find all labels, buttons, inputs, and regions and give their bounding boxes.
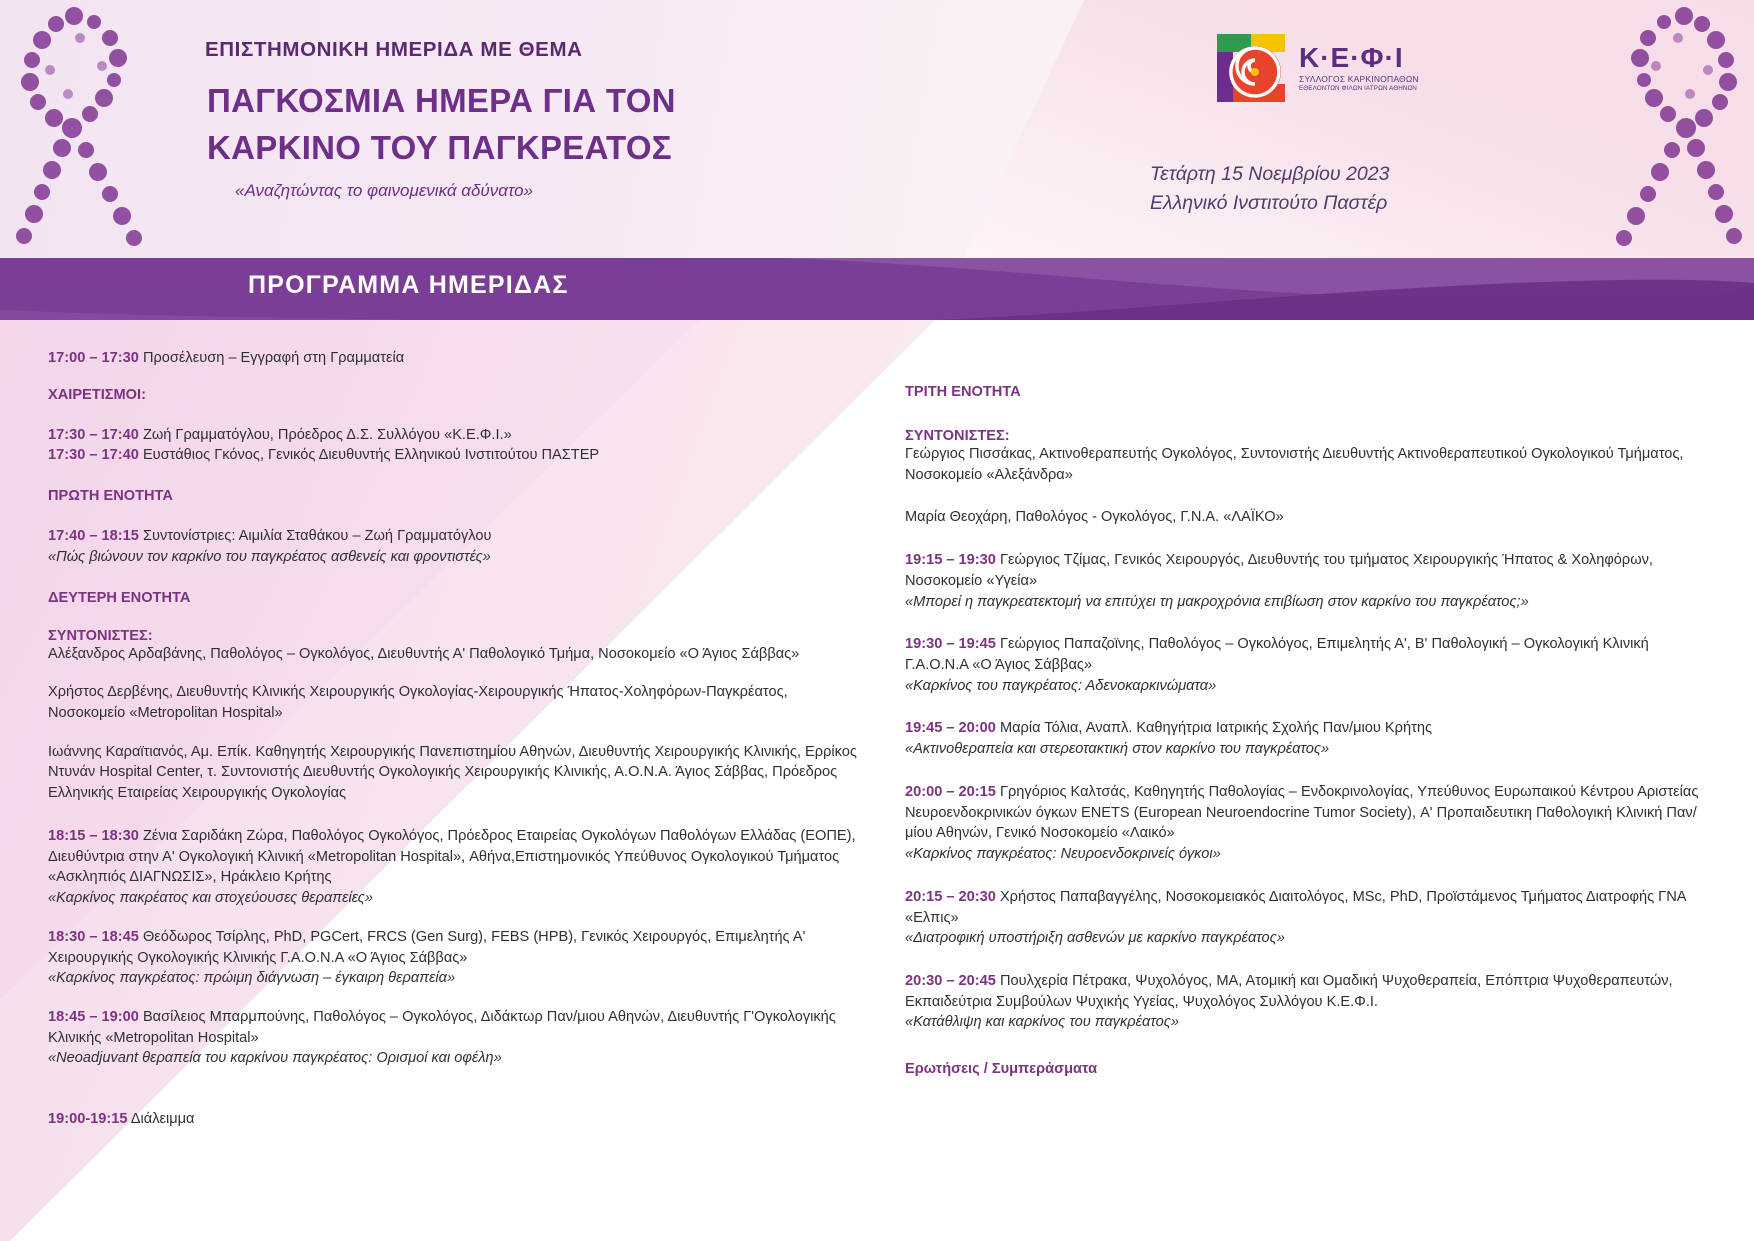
left-talk-1-text: Ζένια Σαριδάκη Ζώρα, Παθολόγος Ογκολόγος, Πρόεδρος Εταιρείας Ογκολόγων Παθολόγων Ελλάδας (ΕΟΠΕ), Διευθύντρια στην Α' Ογκολογική Κλινική «Metropolitan Hospital», Αθήνα,Επιστημονικός Υπεύθυνος Ογκολογικού Τμήματος «Ασκληπιός ΔΙΑΓΝΩΣΙΣ», Ηράκλειο Κρήτης (48, 827, 856, 886)
kefi-spiral-logo-icon (1215, 32, 1287, 104)
unit-1-topic: «Πώς βιώνουν τον καρκίνο του παγκρέατος ασθενείς και φροντιστές» (48, 548, 491, 565)
moderator-right-2: Μαρία Θεοχάρη, Παθολόγος - Ογκολόγος, Γ.Ν.Α. «ΛΑΪΚΟ» (905, 509, 1284, 526)
awareness-ribbon-left-icon (10, 2, 210, 252)
program-entry-left-talk-1 (48, 826, 857, 888)
section-heading-greetings: ΧΑΙΡΕΤΙΣΜΟΙ: (48, 386, 146, 403)
program-entry-unit1-moderators (48, 526, 857, 547)
closing-section: Ερωτήσεις / Συμπεράσματα (905, 1061, 1098, 1078)
right-talk-5-text: Χρήστος Παπαβαγγέλης, Νοσοκομειακός Διαιτολόγος, MSc, PhD, Προϊστάμενος Τμήματος Διατροφής ΓΝΑ «Ελπις» (905, 888, 1686, 926)
event-date-venue (1150, 160, 1389, 219)
left-talk-2-time: 18:30 – 18:45 (48, 928, 139, 945)
program-entry-right-talk-4 (905, 782, 1714, 844)
right-talk-5-topic: «Διατροφική υποστήριξη ασθενών με καρκίνο παγκρέατος» (905, 930, 1285, 947)
greeting-2-text: Ευστάθιος Γκόνος, Γενικός Διευθυντής Ελληνικού Ινστιτούτου ΠΑΣΤΕΡ (138, 447, 600, 464)
event-kicker: ΕΠΙΣΤΗΜΟΝΙΚΗ ΗΜΕΡΙΔΑ ΜΕ ΘΕΜΑ (205, 38, 583, 61)
program-entry-right-talk-5 (905, 887, 1714, 928)
program-column-right (905, 348, 1714, 1130)
program-column-left (48, 348, 857, 1130)
awareness-ribbon-right-icon (1548, 2, 1748, 252)
break-text: Διάλειμμα (127, 1111, 195, 1128)
greeting-1-text: Ζωή Γραμματόγλου, Πρόεδρος Δ.Σ. Συλλόγου «Κ.Ε.Φ.Ι.» (138, 426, 512, 443)
moderators-heading-right: ΣΥΝΤΟΝΙΣΤΕΣ: (905, 428, 1010, 444)
right-talk-6-text: Πουλχερία Πέτρακα, Ψυχολόγος, ΜΑ, Ατομική και Ομαδική Ψυχοθεραπεία, Επόπτρια Ψυχοθεραπευτών, Εκπαιδεύτρια Συμβούλων Ψυχικής Υγείας, Ψυχολόγος Συλλόγου Κ.Ε.Φ.Ι. (905, 972, 1673, 1010)
moderators-heading-left: ΣΥΝΤΟΝΙΣΤΕΣ: (48, 627, 153, 644)
program-content (0, 320, 1754, 1241)
unit-1-text: Συντονίστριες: Αιμιλία Σταθάκου – Ζωή Γραμματόγλου (138, 528, 492, 545)
event-date: Τετάρτη 15 Νοεμβρίου 2023 (1150, 163, 1390, 185)
unit-1-time: 17:40 – 18:15 (48, 528, 139, 545)
break-time: 19:00-19:15 (48, 1111, 128, 1128)
right-talk-4-time: 20:00 – 20:15 (905, 783, 996, 800)
program-banner-title: ΠΡΟΓΡΑΜΜΑ ΗΜΕΡΙΔΑΣ (248, 271, 569, 299)
right-talk-1-time: 19:15 – 19:30 (905, 552, 996, 569)
left-talk-1-topic: «Καρκίνος πακρέατος και στοχεύουσες θεραπείες» (48, 890, 373, 907)
left-talk-3-text: Βασίλειος Μπαρμπούνης, Παθολόγος – Ογκολόγος, Διδάκτωρ Παν/μιου Αθηνών, Διευθυντής Γ'Ογκολογικής Κλινικής «Metropolitan Hospital» (48, 1008, 836, 1046)
kefi-logo-name: Κ·Ε·Φ·Ι (1299, 42, 1404, 74)
right-talk-3-text: Μαρία Τόλια, Αναπλ. Καθηγήτρια Ιατρικής Σχολής Παν/μιου Κρήτης (995, 720, 1432, 737)
greeting-1-time: 17:30 – 17:40 (48, 426, 139, 443)
arrival-text: Προσέλευση – Εγγραφή στη Γραμματεία (138, 350, 405, 366)
right-talk-4-text: Γρηγόριος Καλτσάς, Καθηγητής Παθολογίας – Ενδοκρινολογίας, Υπεύθυνος Ευρωπαικού Κέντρου Αριστείας Νευροενδοκρινικών όγκων ΕΝΕΤS (European Neuroendocrine Tumor Society), Α' Προπαιδευτικη Παθολογική Κλινική Παν/μίου Αθηνών, Γενικό Νοσοκομείο «Λαικό» (905, 783, 1699, 842)
program-entry-right-talk-3 (905, 718, 1714, 739)
event-title-line1: ΠΑΓΚΟΣΜΙΑ ΗΜΕΡΑ ΓΙΑ ΤΟΝ (207, 82, 676, 119)
right-talk-2-topic: «Καρκίνος του παγκρέατος: Αδενοκαρκινώματα» (905, 677, 1217, 694)
program-entry-greeting-1 (48, 425, 857, 446)
program-entry-right-talk-6 (905, 971, 1714, 1012)
left-talk-3-topic: «Neoadjuvant θεραπεία του καρκίνου παγκρέατος: Ορισμοί και οφέλη» (48, 1050, 502, 1067)
left-talk-2-topic: «Καρκίνος παγκρέατος: πρώιμη διάγνωση – έγκαιρη θεραπεία» (48, 970, 456, 987)
program-entry-right-talk-2 (905, 634, 1714, 675)
program-entry-break (48, 1109, 857, 1130)
moderator-right-1: Γεώργιος Πισσάκας, Ακτινοθεραπευτής Ογκολόγος, Συντονιστής Διευθυντής Ακτινοθεραπευτικού Ογκολογικού Τμήματος, Νοσοκομείο «Αλεξάνδρα» (905, 446, 1684, 483)
event-subtitle: «Αναζητώντας το φαινομενικά αδύνατο» (235, 180, 533, 200)
event-title-line2: ΚΑΡΚΙΝΟ ΤΟΥ ΠΑΓΚΡΕΑΤΟΣ (207, 129, 672, 167)
program-entry-arrival (48, 348, 857, 369)
moderator-left-3: Ιωάννης Καραϊτιανός, Αμ. Επίκ. Καθηγητής Χειρουργικής Πανεπιστημίου Αθηνών, Διευθυντής Χειρουργικής Κλινικής, Ερρίκος Ντυνάν Hospital Center, τ. Συντονιστής Διευθυντής Ογκολογικής Χειρουργικής Κλινικής, Α.Ο.Ν.Α. Άγιος Σάββας, Πρόεδρος Ελληνικής Εταιρείας Χειρουργικής Ογκολογίας (48, 743, 857, 802)
right-talk-5-time: 20:15 – 20:30 (905, 888, 996, 905)
left-talk-3-time: 18:45 – 19:00 (48, 1008, 139, 1025)
program-banner (0, 258, 1754, 320)
program-entry-left-talk-2 (48, 927, 857, 968)
section-heading-unit-1: ΠΡΩΤΗ ΕΝΟΤΗΤΑ (48, 488, 173, 505)
event-venue: Ελληνικό Ινστιτούτο Παστέρ (1150, 192, 1388, 215)
left-talk-1-time: 18:15 – 18:30 (48, 827, 139, 844)
moderator-left-1: Αλέξανδρος Αρδαβάνης, Παθολόγος – Ογκολόγος, Διευθυντής Α' Παθολογικό Τμήμα, Νοσοκομείο «Ο Άγιος Σάββας» (48, 645, 800, 662)
right-talk-2-time: 19:30 – 19:45 (905, 636, 996, 653)
kefi-logo-subtitle-1: ΣΥΛΛΟΓΟΣ ΚΑΡΚΙΝΟΠΑΘΩΝ (1299, 74, 1419, 85)
right-talk-1-topic: «Μπορεί η παγκρεατεκτομή να επιτύχει τη μακροχρόνια επιβίωση στον καρκίνο του παγκρέατος;» (905, 593, 1529, 610)
left-talk-2-text: Θεόδωρος Τσίρλης, PhD, PGCert, FRCS (Gen Surg), FEBS (HPB), Γενικός Χειρουργός, Επιμελητής Α' Χειρουργικής Ογκολογικής Κλινικής Γ.Α.Ο.Ν.Α «Ο Άγιος Σάββας» (48, 928, 806, 966)
right-talk-6-topic: «Κατάθλιψη και καρκίνος του παγκρέατος» (905, 1014, 1179, 1031)
greeting-2-time: 17:30 – 17:40 (48, 447, 139, 464)
header-title-block (205, 38, 965, 201)
kefi-logo (1215, 32, 1419, 104)
moderator-left-2: Χρήστος Δερβένης, Διευθυντής Κλινικής Χειρουργικής Ογκολογίας-Χειρουργικής Ήπατος-Χοληφόρων-Παγκρέατος, Νοσοκομείο «Metropolitan Hospital» (48, 684, 788, 722)
section-heading-unit-2: ΔΕΥΤΕΡΗ ΕΝΟΤΗΤΑ (48, 589, 191, 606)
right-talk-3-time: 19:45 – 20:00 (905, 720, 996, 737)
right-talk-6-time: 20:30 – 20:45 (905, 972, 996, 989)
program-entry-left-talk-3 (48, 1007, 857, 1048)
kefi-logo-subtitle-2: ΕΘΕΛΟΝΤΩΝ ΦΙΛΩΝ ΙΑΤΡΩΝ ΑΘΗΝΩΝ (1299, 84, 1417, 92)
right-talk-2-text: Γεώργιος Παπαζοϊνης, Παθολόγος – Ογκολόγος, Επιμελητής Α', Β' Παθολογική – Ογκολογική Κλινική Γ.Α.Ο.Ν.Α «Ο Άγιος Σάββας» (905, 636, 1649, 674)
right-talk-3-topic: «Ακτινοθεραπεία και στερεοτακτική στον καρκίνο του παγκρέατος» (905, 741, 1330, 758)
program-entry-greeting-2 (48, 445, 857, 466)
arrival-time: 17:00 – 17:30 (48, 350, 139, 366)
right-talk-1-text: Γεώργιος Τζίμας, Γενικός Χειρουργός, Διευθυντής του τμήματος Χειρουργικής Ήπατος & Χοληφόρων, Νοσοκομείο «Υγεία» (905, 552, 1653, 589)
program-entry-right-talk-1 (905, 550, 1714, 591)
document-header (0, 0, 1754, 258)
section-heading-unit-3: ΤΡΙΤΗ ΕΝΟΤΗΤΑ (905, 384, 1021, 400)
right-talk-4-topic: «Καρκίνος παγκρέατος: Νευροενδοκρινείς όγκοι» (905, 846, 1221, 863)
